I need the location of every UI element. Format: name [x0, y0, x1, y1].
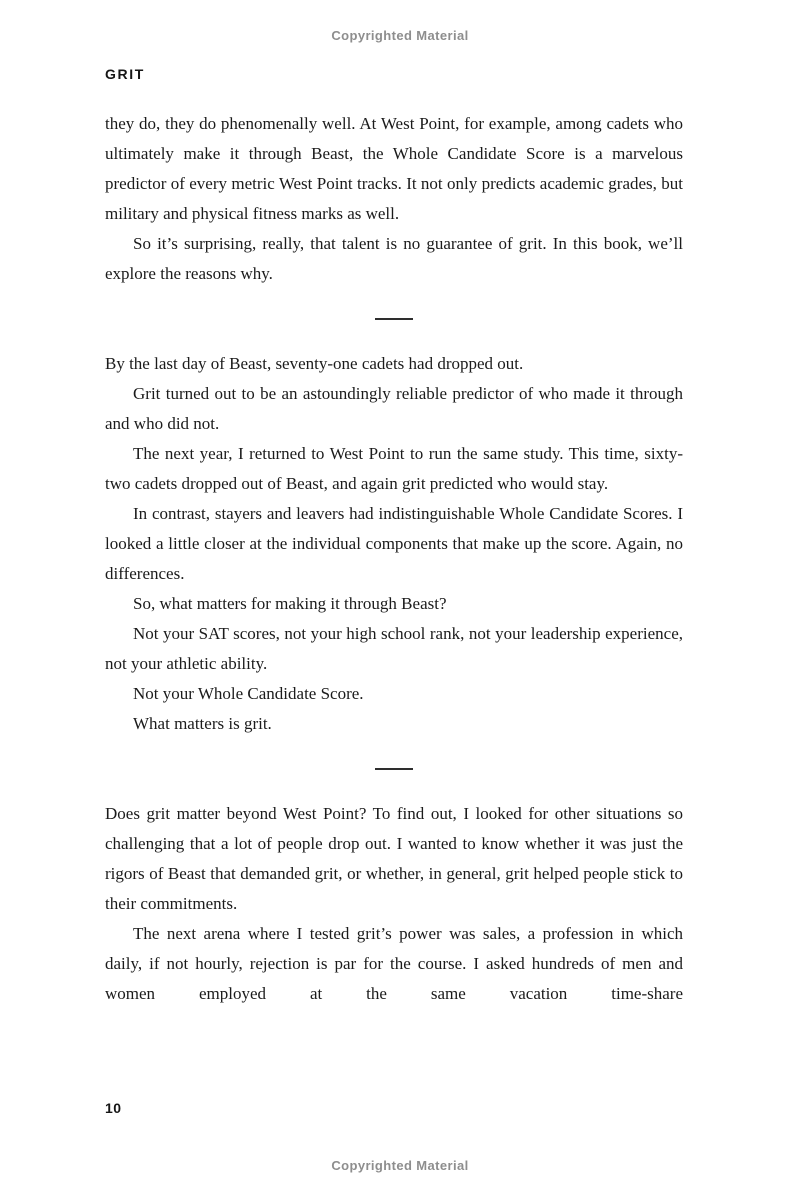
paragraph: Grit turned out to be an astoundingly reliable predictor of who made it through and who did not.	[105, 384, 683, 433]
paragraph: Does grit matter beyond West Point? To find out, I looked for other situations so challenging that a lot of people drop out. I wanted to know whether it was just the rigors of Beast that demanded grit, or whether, in general, grit helped people stick to their commitments.	[105, 804, 683, 913]
running-header: GRIT	[105, 66, 145, 82]
copyright-notice-bottom: Copyrighted Material	[331, 1158, 469, 1173]
divider-rule-icon	[375, 318, 413, 320]
section-divider	[105, 754, 683, 784]
page-body	[105, 109, 683, 1009]
paragraph: In contrast, stayers and leavers had indistinguishable Whole Candidate Scores. I looked a little closer at the individual components that make up the score. Again, no differences.	[105, 504, 683, 583]
paragraph: The next arena where I tested grit’s power was sales, a profession in which daily, if not hourly, rejection is par for the course. I asked hundreds of men and women employed at the same vacation time-share	[105, 924, 683, 1003]
paragraph: Not your Whole Candidate Score.	[133, 684, 364, 703]
paragraph: Not your SAT scores, not your high school rank, not your leadership experience, not your athletic ability.	[105, 624, 683, 673]
divider-rule-icon	[375, 768, 413, 770]
section-divider	[105, 304, 683, 334]
paragraph: By the last day of Beast, seventy-one cadets had dropped out.	[105, 354, 524, 373]
page-number: 10	[105, 1100, 122, 1116]
paragraph: So it’s surprising, really, that talent is no guarantee of grit. In this book, we’ll explore the reasons why.	[105, 234, 683, 283]
paragraph: What matters is grit.	[133, 714, 272, 733]
paragraph: they do, they do phenomenally well. At West Point, for example, among cadets who ultimately make it through Beast, the Whole Candidate Score is a marvelous predictor of every metric West Point tracks. It not only predicts academic grades, but military and physical fitness marks as well.	[105, 114, 683, 223]
paragraph: The next year, I returned to West Point to run the same study. This time, sixty-two cadets dropped out of Beast, and again grit predicted who would stay.	[105, 444, 683, 493]
copyright-notice-top: Copyrighted Material	[331, 28, 469, 43]
paragraph: So, what matters for making it through Beast?	[133, 594, 447, 613]
